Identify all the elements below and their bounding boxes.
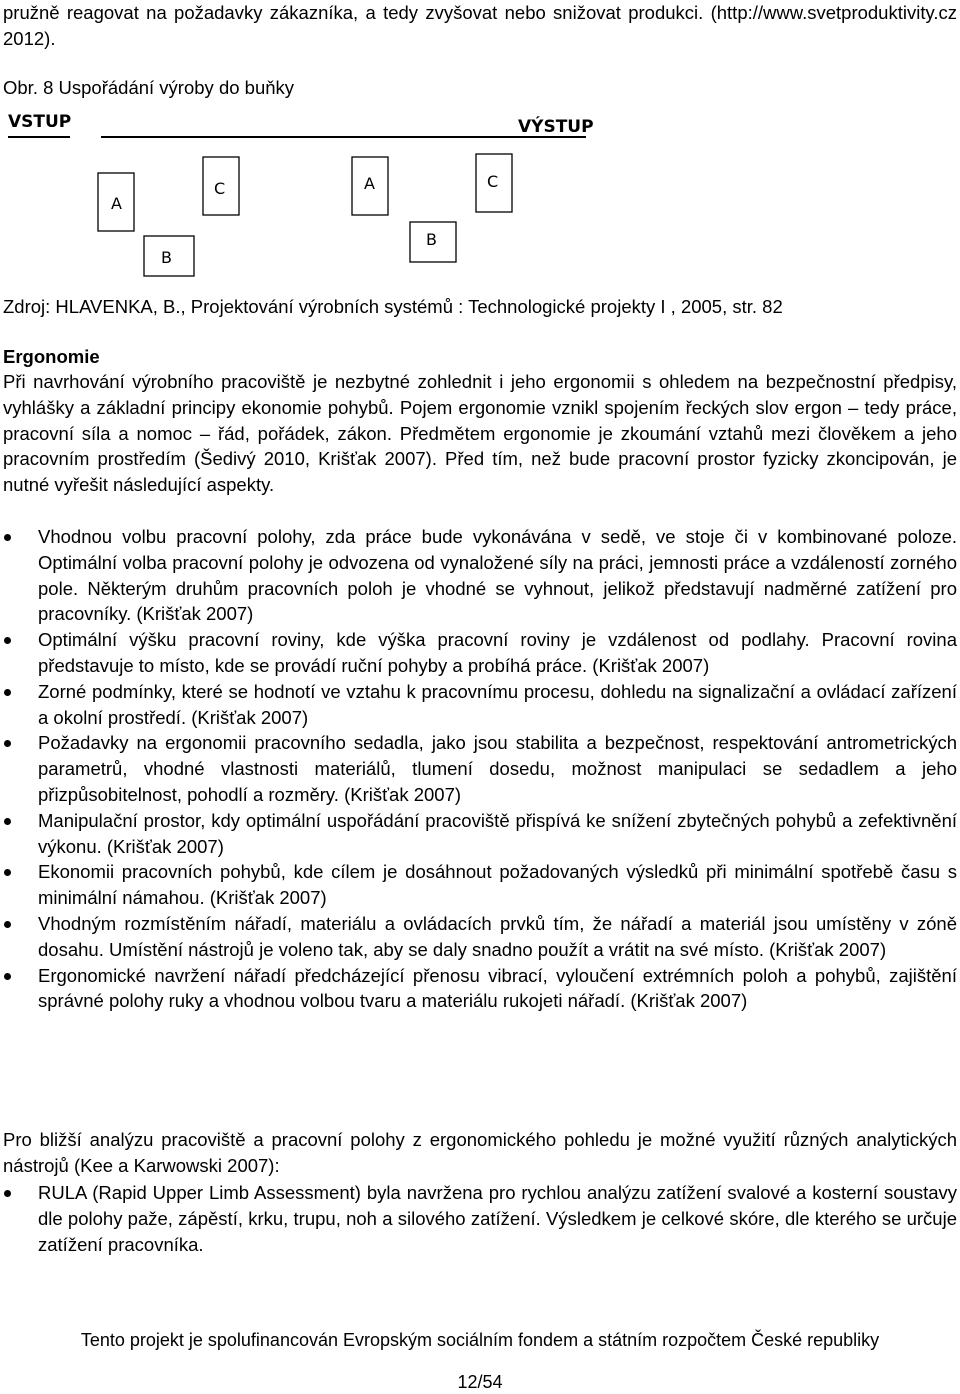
bullet-icon	[4, 689, 11, 696]
svg-text:C: C	[214, 179, 226, 198]
page-number: 12/54	[457, 1372, 503, 1392]
list-item: Ekonomii pracovních pohybů, kde cílem je dosáhnout požadovaných výsledků při minimální spotřebě času s minimální námahou. (Krišťak 2007)	[0, 859, 957, 911]
analysis-paragraph: Pro bližší analýzu pracoviště a pracovní polohy z ergonomického pohledu je možné využití různých analytických nástrojů (Kee a Karwowski 2007):	[3, 1129, 957, 1176]
list-item: Vhodnou volbu pracovní polohy, zda práce bude vykonávána v sedě, ve stoje či v kombinované poloze. Optimální volba pracovní polohy je odvozena od vynaložené síly na práci, jemnosti práce a vzdáleností zorného pole. Některým druhům pracovních poloh je vhodné se vyhnout, jelikož představují nadměrné zatížení pro pracovníky. (Krišťak 2007)	[0, 524, 957, 627]
bullet-icon	[4, 973, 11, 980]
list-item: Ergonomické navržení nářadí předcházející přenosu vibrací, vyloučení extrémních poloh a pohybů, zajištění správné polohy ruky a vhodnou volbou tvaru a materiálu rukojeti nářadí. (Krišťak 2007)	[0, 963, 957, 1015]
ergonomics-paragraph: Při navrhování výrobního pracoviště je nezbytné zohlednit i jeho ergonomii s ohledem na bezpečnostní předpisy, vyhlášky a základní principy ekonomie pohybů. Pojem ergonomie vznikl spojením řeckých slov ergon – tedy práce, pracovní síla a nomoc – řád, pořádek, zákon. Předmětem ergonomie je zkoumání vztahů mezi člověkem a jeho pracovním prostředím (Šedivý 2010, Krišťak 2007). Před tím, než bude pracovní prostor fyzicky zkoncipován, je nutné vyřešit následující aspekty.	[3, 371, 957, 496]
list-item: Vhodným rozmístěním nářadí, materiálu a ovládacích prvků tím, že nářadí a materiál jsou umístěny v zóně dosahu. Umístění nástrojů je voleno tak, aby se daly snadno použít a vrátit na své místo. (Krišťak 2007)	[0, 911, 957, 963]
list-item: Manipulační prostor, kdy optimální uspořádání pracoviště přispívá ke snížení zbytečných pohybů a zefektivnění výkonu. (Krišťak 2007)	[0, 808, 957, 860]
output-label: VÝSTUP	[518, 117, 594, 137]
bullet-icon	[4, 921, 11, 928]
bullet-icon	[4, 740, 11, 747]
box-c-right	[476, 154, 512, 212]
bullet-icon	[4, 818, 11, 825]
figure-caption: Obr. 8 Uspořádání výroby do buňky	[3, 77, 295, 98]
list-item: RULA (Rapid Upper Limb Assessment) byla navržena pro rychlou analýzu zatížení svalové a kosterní soustavy dle polohy paže, zápěstí, krku, trupu, noh a silového zatížení. Výsledkem je celkové skóre, dle kterého se určuje zatížení pracovníka.	[0, 1180, 957, 1257]
box-b-right	[410, 222, 456, 262]
list-item: Zorné podmínky, které se hodnotí ve vztahu k pracovnímu procesu, dohledu na signalizační a ovládací zařízení a okolní prostředí. (Krišťak 2007)	[0, 679, 957, 731]
analysis-tools-list	[0, 1180, 957, 1257]
box-b-left	[144, 236, 194, 276]
input-label: VSTUP	[8, 112, 72, 132]
bullet-icon	[4, 534, 11, 541]
intro-paragraph: pružně reagovat na požadavky zákazníka, a tedy zvyšovat nebo snižovat produkci. (http://www.svetproduktivity.cz 2012).	[3, 2, 957, 49]
box-a-right	[352, 157, 388, 215]
box-a-left	[98, 173, 134, 231]
box-c-left	[203, 157, 239, 215]
svg-text:B: B	[161, 248, 172, 267]
bullet-icon	[4, 637, 11, 644]
svg-text:A: A	[364, 174, 375, 193]
funding-footer: Tento projekt je spolufinancován Evropským sociálním fondem a státním rozpočtem České republiky	[80, 1330, 880, 1350]
svg-text:A: A	[111, 194, 122, 213]
aspects-list	[0, 524, 957, 1014]
figure-source: Zdroj: HLAVENKA, B., Projektování výrobních systémů : Technologické projekty I , 2005, str. 82	[3, 296, 783, 317]
bullet-icon	[4, 1190, 11, 1197]
list-item: Optimální výšku pracovní roviny, kde výška pracovní roviny je vzdálenost od podlahy. Pracovní rovina představuje to místo, kde se provádí ruční pohyby a probíhá práce. (Krišťak 2007)	[0, 627, 957, 679]
svg-text:B: B	[426, 230, 437, 249]
svg-text:C: C	[487, 172, 499, 191]
bullet-icon	[4, 869, 11, 876]
section-heading: Ergonomie	[3, 346, 100, 367]
cell-layout-diagram	[8, 110, 598, 280]
list-item: Požadavky na ergonomii pracovního sedadla, jako jsou stabilita a bezpečnost, respektování antrometrických parametrů, vhodné vlastnosti materiálů, tlumení dosedu, možnost manipulaci se sedadlem a jeho přizpůsobitelnost, pohodlí a rozměry. (Krišťak 2007)	[0, 730, 957, 807]
